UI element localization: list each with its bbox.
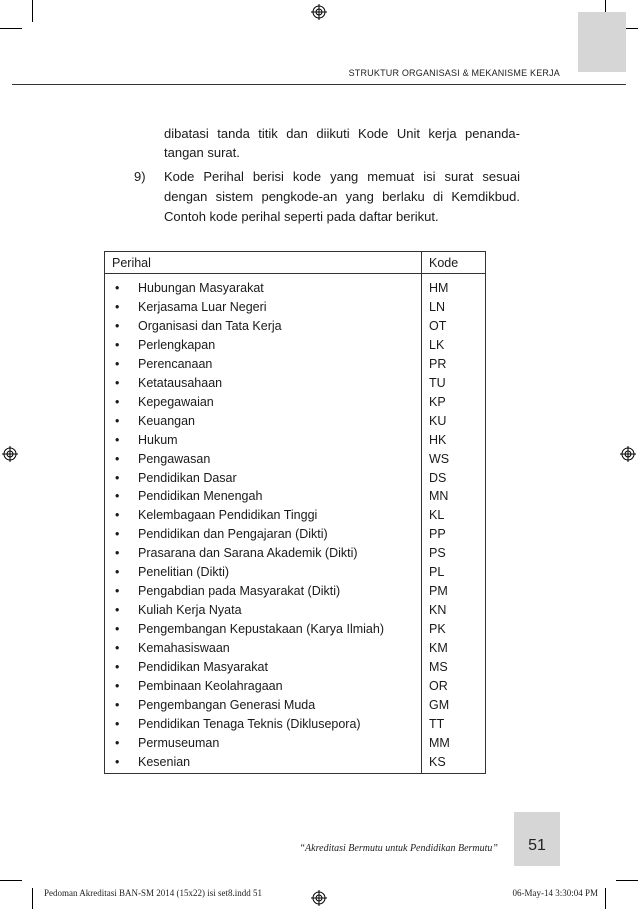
registration-mark-icon: [311, 890, 327, 906]
table-row: [105, 620, 485, 639]
table-row: [105, 658, 485, 677]
table-row: [105, 412, 485, 431]
page-number: 51: [528, 837, 546, 854]
header-rule: [12, 84, 626, 85]
perihal-label: Keuangan: [138, 413, 196, 428]
bullet: •: [115, 413, 120, 428]
crop-mark: [605, 888, 606, 909]
kode-value: TT: [429, 716, 445, 731]
table-row: [105, 393, 485, 412]
item-line: Contoh kode perihal seperti pada daftar berikut.: [164, 209, 439, 224]
perihal-label: Pengabdian pada Masyarakat (Dikti): [138, 584, 341, 599]
bullet: •: [115, 660, 120, 674]
bullet: •: [115, 432, 120, 447]
continuation-line: tangan surat.: [164, 145, 240, 160]
table-row: [105, 374, 485, 393]
print-slug-date: 06-May-14 3:30:04 PM: [512, 888, 598, 898]
kode-value: KS: [429, 754, 446, 769]
item-line: Kode Perihal berisi kode yang memuat isi surat sesuai: [164, 169, 520, 184]
table-row: [105, 450, 485, 469]
perihal-label: Perlengkapan: [138, 337, 216, 352]
bullet: •: [115, 451, 120, 466]
bullet: •: [115, 697, 120, 712]
perihal-label: Kelembagaan Pendidikan Tinggi: [138, 508, 318, 523]
perihal-label: Organisasi dan Tata Kerja: [138, 318, 282, 333]
header-divider: [105, 273, 485, 274]
table-row: [105, 336, 485, 355]
perihal-label: Kepegawaian: [138, 394, 214, 409]
crop-mark: [0, 28, 22, 29]
kode-value: KP: [429, 394, 446, 409]
bullet: •: [115, 489, 120, 504]
header-kode: Kode: [429, 256, 459, 270]
perihal-label: Pendidikan Tenaga Teknis (Diklusepora): [138, 716, 361, 731]
table-row: [105, 753, 485, 772]
bullet: •: [115, 337, 120, 352]
bullet: •: [115, 603, 120, 618]
table-row: [105, 544, 485, 563]
bullet: •: [115, 508, 120, 523]
kode-value: MS: [429, 660, 448, 674]
table-row: [105, 487, 485, 506]
kode-value: KN: [429, 603, 447, 618]
crop-mark: [32, 0, 33, 22]
table-row: [105, 525, 485, 544]
perihal-label: Pengembangan Generasi Muda: [138, 697, 316, 712]
kode-value: PK: [429, 622, 446, 637]
kode-value: KU: [429, 413, 447, 428]
table-row: [105, 696, 485, 715]
running-title: STRUKTUR ORGANISASI & MEKANISME KERJA: [348, 68, 560, 78]
table-row: [105, 506, 485, 525]
kode-value: PM: [429, 584, 448, 599]
registration-mark-icon: [311, 4, 327, 20]
registration-mark-icon: [620, 446, 636, 462]
continuation-line: dibatasi tanda titik dan diikuti Kode Unit kerja penanda-: [164, 126, 520, 141]
table-row: [105, 431, 485, 450]
kode-value: OT: [429, 318, 447, 333]
table-row: [105, 715, 485, 734]
bullet: •: [115, 281, 120, 295]
perihal-label: Kemahasiswaan: [138, 641, 230, 656]
bullet: •: [115, 470, 120, 485]
bullet: •: [115, 546, 120, 561]
kode-value: HM: [429, 281, 449, 295]
crop-mark: [616, 880, 638, 881]
perihal-label: Ketatausahaan: [138, 375, 223, 390]
crop-mark: [0, 880, 22, 881]
kode-value: KM: [429, 641, 448, 656]
perihal-code-table: [104, 251, 486, 774]
table-row: [105, 355, 485, 374]
kode-value: KL: [429, 508, 445, 523]
perihal-label: Pendidikan Dasar: [138, 470, 237, 485]
perihal-label: Perencanaan: [138, 356, 213, 371]
perihal-label: Permuseuman: [138, 735, 220, 750]
kode-value: LN: [429, 299, 445, 314]
header-tab: [578, 12, 626, 72]
bullet: •: [115, 394, 120, 409]
perihal-label: Hukum: [138, 432, 178, 447]
kode-value: PR: [429, 356, 447, 371]
table-row: [105, 582, 485, 601]
table-row: [105, 563, 485, 582]
kode-value: TU: [429, 375, 446, 390]
bullet: •: [115, 641, 120, 656]
kode-value: HK: [429, 432, 447, 447]
bullet: •: [115, 565, 120, 580]
bullet: •: [115, 754, 120, 769]
perihal-label: Pengembangan Kepustakaan (Karya Ilmiah): [138, 622, 384, 637]
table-row: [105, 317, 485, 336]
table-row: [105, 677, 485, 696]
perihal-label: Kuliah Kerja Nyata: [138, 603, 242, 618]
kode-value: DS: [429, 470, 447, 485]
perihal-label: Prasarana dan Sarana Akademik (Dikti): [138, 546, 358, 561]
kode-value: LK: [429, 337, 445, 352]
perihal-label: Pengawasan: [138, 451, 211, 466]
perihal-label: Pendidikan Masyarakat: [138, 660, 268, 674]
perihal-label: Pendidikan dan Pengajaran (Dikti): [138, 527, 328, 542]
perihal-label: Kesenian: [138, 754, 191, 769]
kode-value: PS: [429, 546, 446, 561]
table-row: [105, 734, 485, 753]
table-row: [105, 279, 485, 298]
kode-value: PP: [429, 527, 446, 542]
bullet: •: [115, 584, 120, 599]
crop-mark: [32, 888, 33, 909]
kode-value: OR: [429, 678, 448, 693]
table-row: [105, 639, 485, 658]
kode-value: GM: [429, 697, 450, 712]
item-number: 9): [134, 169, 146, 184]
footer-quote: “Akreditasi Bermutu untuk Pendidikan Bermutu”: [299, 843, 498, 854]
table-row: [105, 469, 485, 488]
kode-value: MN: [429, 489, 449, 504]
perihal-label: Penelitian (Dikti): [138, 565, 230, 580]
table-row: [105, 601, 485, 620]
bullet: •: [115, 678, 120, 693]
perihal-label: Kerjasama Luar Negeri: [138, 299, 267, 314]
print-slug-file: Pedoman Akreditasi BAN-SM 2014 (15x22) isi set8.indd 51: [44, 888, 262, 898]
bullet: •: [115, 622, 120, 637]
kode-value: MM: [429, 735, 450, 750]
bullet: •: [115, 527, 120, 542]
perihal-label: Hubungan Masyarakat: [138, 281, 264, 295]
table-row: [105, 298, 485, 317]
bullet: •: [115, 299, 120, 314]
bullet: •: [115, 318, 120, 333]
kode-value: PL: [429, 565, 445, 580]
registration-mark-icon: [2, 446, 18, 462]
perihal-label: Pendidikan Menengah: [138, 489, 263, 504]
header-perihal: Perihal: [112, 256, 151, 270]
bullet: •: [115, 375, 120, 390]
bullet: •: [115, 735, 120, 750]
item-line: dengan sistem pengkode-an yang berlaku di Kemdikbud.: [164, 189, 520, 204]
bullet: •: [115, 716, 120, 731]
kode-value: WS: [429, 451, 450, 466]
perihal-label: Pembinaan Keolahragaan: [138, 678, 283, 693]
bullet: •: [115, 356, 120, 371]
